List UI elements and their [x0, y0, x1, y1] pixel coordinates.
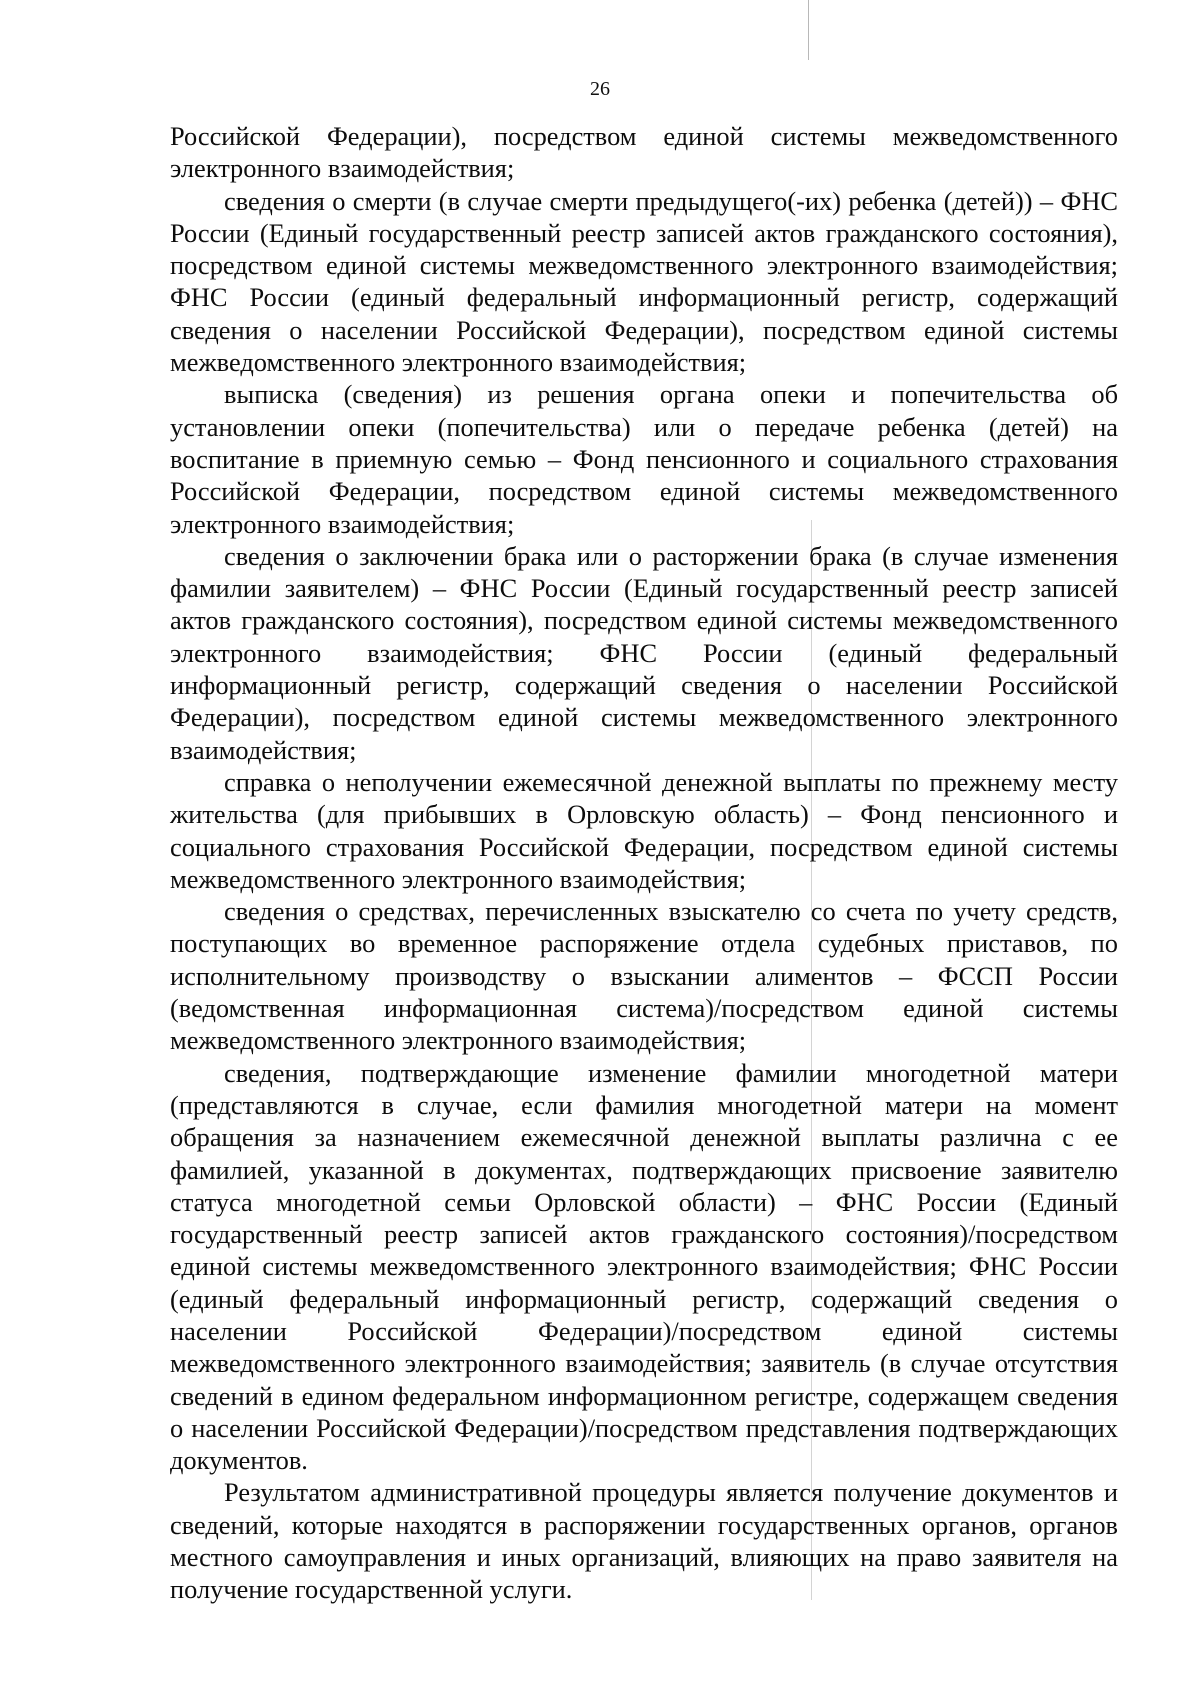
paragraph: сведения о смерти (в случае смерти предыдущего(-их) ребенка (детей)) – ФНС России (Единый государственный реестр записей актов гражданского состояния), посредством единой системы межведомственного электронного взаимодействия; ФНС России (единый федеральный информационный регистр, содержащий сведения о населении Российской Федерации), посредством единой системы межведомственного электронного взаимодействия;: [170, 185, 1118, 378]
paragraph: сведения о заключении брака или о расторжении брака (в случае изменения фамилии заявителем) – ФНС России (Единый государственный реестр записей актов гражданского состояния), посредством единой системы межведомственного электронного взаимодействия; ФНС России (единый федеральный информационный регистр, содержащий сведения о населении Российской Федерации), посредством единой системы межведомственного электронного взаимодействия;: [170, 540, 1118, 765]
paragraph: выписка (сведения) из решения органа опеки и попечительства об установлении опеки (попечительства) или о передаче ребенка (детей) на воспитание в приемную семью – Фонд пенсионного и социального страхования Российской Федерации, посредством единой системы межведомственного электронного взаимодействия;: [170, 379, 1118, 539]
scan-fold-line: [808, 0, 809, 60]
paragraph: справка о неполучении ежемесячной денежной выплаты по прежнему месту жительства (для прибывших в Орловскую область) – Фонд пенсионного и социального страхования Российской Федерации, посредством единой системы межведомственного электронного взаимодействия;: [170, 766, 1118, 894]
paragraph-continuation: Российской Федерации), посредством единой системы межведомственного электронного взаимодействия;: [170, 121, 1118, 184]
paragraph: сведения о средствах, перечисленных взыскателю со счета по учету средств, поступающих во временное распоряжение отдела судебных приставов, по исполнительному производству о взыскании алиментов – ФССП России (ведомственная информационная система)/посредством единой системы межведомственного электронного взаимодействия;: [170, 896, 1118, 1056]
paragraph-result: Результатом административной процедуры является получение документов и сведений, которые находятся в распоряжении государственных органов, органов местного самоуправления и иных организаций, влияющих на право заявителя на получение государственной услуги.: [170, 1477, 1118, 1605]
page-number: 26: [590, 78, 610, 100]
document-body: [170, 120, 1118, 1606]
paragraph: сведения, подтверждающие изменение фамилии многодетной матери (представляются в случае, если фамилия многодетной матери на момент обращения за назначением ежемесячной денежной выплаты различна с ее фамилией, указанной в документах, подтверждающих присвоение заявителю статуса многодетной семьи Орловской области) – ФНС России (Единый государственный реестр записей актов гражданского состояния)/посредством единой системы межведомственного электронного взаимодействия; ФНС России (единый федеральный информационный регистр, содержащий сведения о населении Российской Федерации)/посредством единой системы межведомственного электронного взаимодействия; заявитель (в случае отсутствия сведений в едином федеральном информационном регистре, содержащем сведения о населении Российской Федерации)/посредством представления подтверждающих документов.: [170, 1057, 1118, 1476]
